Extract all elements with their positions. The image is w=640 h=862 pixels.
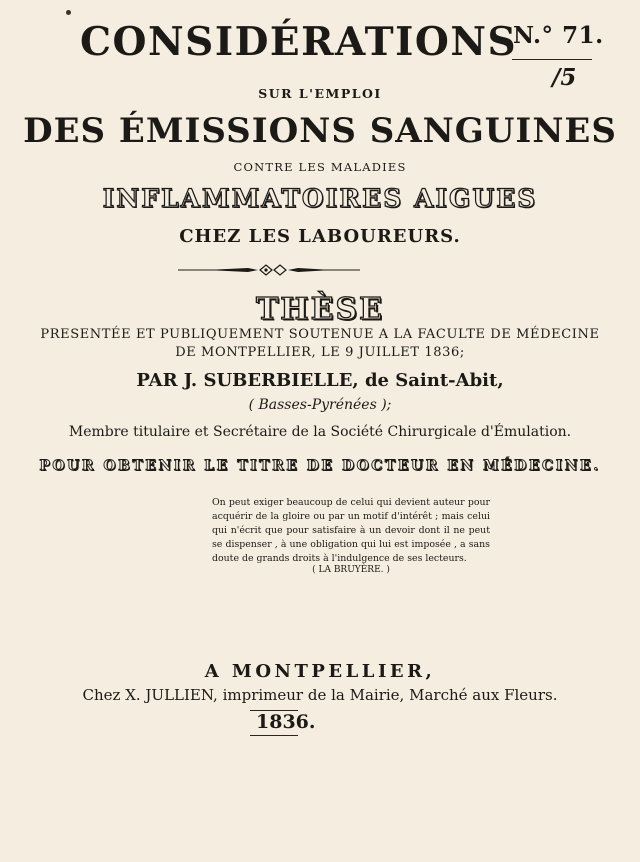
ornament-rule [178, 262, 360, 278]
author-membership: Membre titulaire et Secrétaire de la Société Chirurgicale d'Émulation. [68, 424, 572, 440]
presented-line-1: PRESENTÉE ET PUBLIQUEMENT SOUTENUE A LA FACULTE DE MÉDECINE [40, 327, 600, 342]
title-considerations: CONSIDÉRATIONS [80, 19, 518, 65]
handwritten-mark: /5 [552, 64, 577, 91]
subtitle-contre-maladies: CONTRE LES MALADIES [233, 160, 407, 174]
imprint-publisher: Chez X. JULLIEN, imprimeur de la Mairie, Marché aux Fleurs. [82, 686, 558, 704]
title-laboureurs: CHEZ LES LABOUREURS. [179, 226, 461, 247]
imprint-year: 1836. [256, 711, 316, 733]
number-underline [512, 59, 592, 60]
title-emissions-sanguines: DES ÉMISSIONS SANGUINES [23, 111, 617, 151]
author-line: PAR J. SUBERBIELLE, de Saint-Abit, [136, 370, 504, 391]
ink-dot [66, 10, 71, 15]
epigraph-source: ( LA BRUYÈRE. ) [312, 565, 390, 575]
presented-line-2: DE MONTPELLIER, LE 9 JUILLET 1836; [175, 345, 465, 360]
thesis-purpose: POUR OBTENIR LE TITRE DE DOCTEUR EN MÉDECINE. [39, 458, 601, 474]
author-region: ( Basses-Pyrénées ); [248, 397, 392, 413]
these-heading: THÈSE [255, 292, 385, 327]
document-number: N.° 71. [513, 22, 604, 49]
imprint-city: A MONTPELLIER, [204, 661, 436, 682]
title-inflammatoires: INFLAMMATOIRES AIGUES [102, 184, 538, 213]
epigraph-text: On peut exiger beaucoup de celui qui devient auteur pour acquérir de la gloire ou par un motif d'intérêt ; mais celui qui n'écrit que pour satisfaire à un devoir dont il ne peut se dispenser , à une obligation qui lui est imposée , a sans doute de grands droits à l'indulgence de ses lecteurs. [212, 497, 490, 564]
subtitle-sur-emploi: SUR L'EMPLOI [258, 86, 382, 101]
year-rule-bottom [250, 735, 298, 736]
